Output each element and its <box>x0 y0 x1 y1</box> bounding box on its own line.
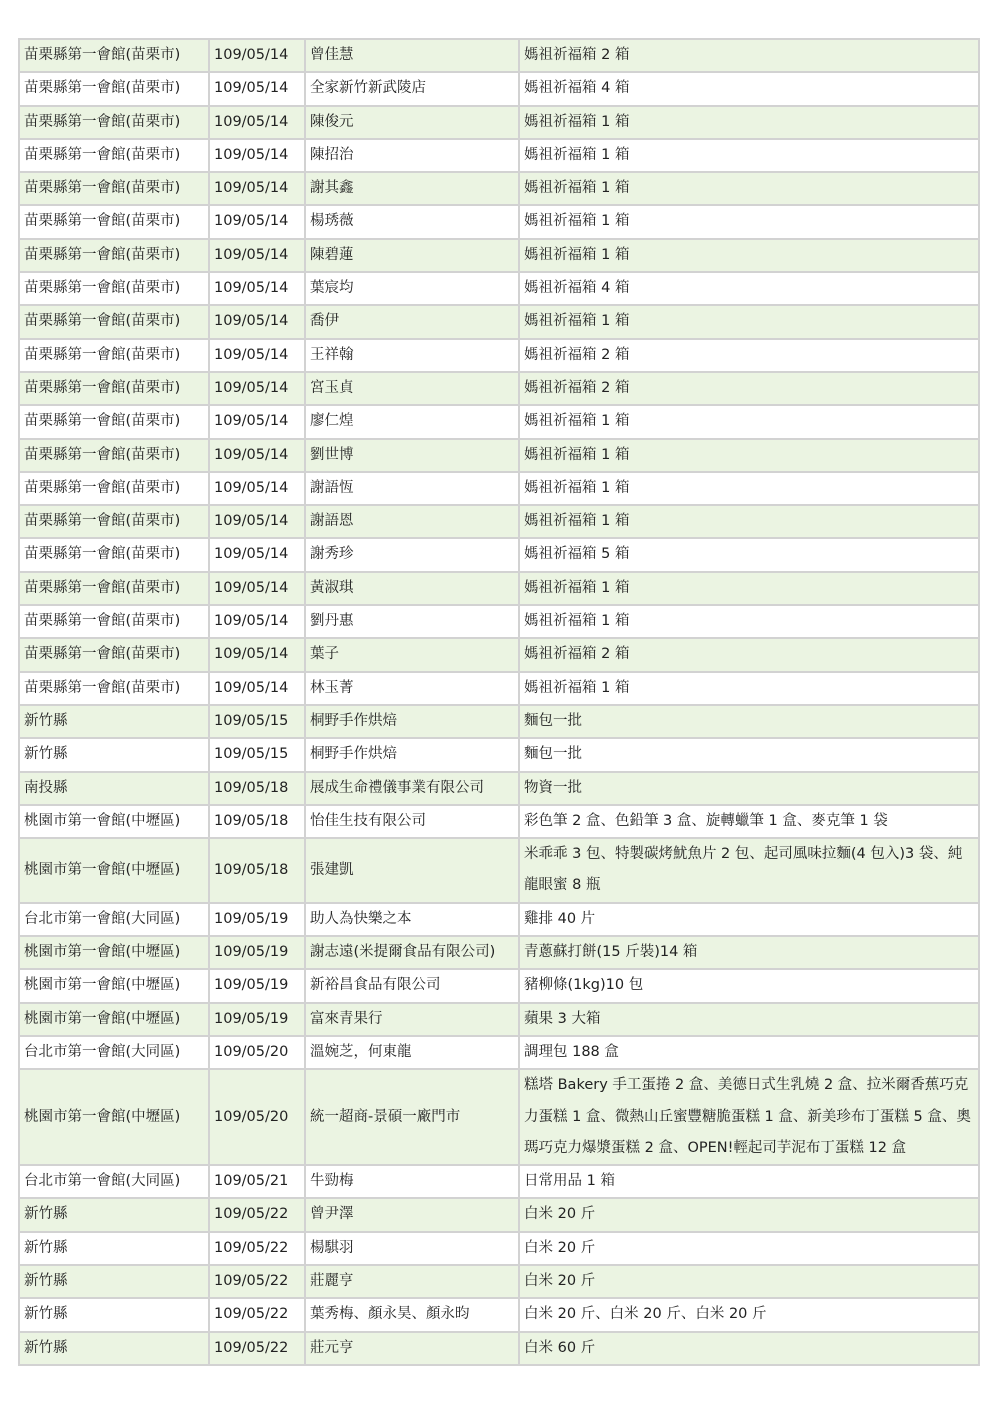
location-cell: 苗栗縣第一會館(苗栗市) <box>20 240 210 273</box>
items-cell: 日常用品 1 箱 <box>520 1166 980 1199</box>
table-body <box>20 40 980 1366</box>
location-cell: 新竹縣 <box>20 1299 210 1332</box>
date-cell: 109/05/14 <box>210 506 306 539</box>
items-cell: 媽祖祈福箱 4 箱 <box>520 73 980 106</box>
donor-cell: 謝其鑫 <box>306 173 520 206</box>
date-cell: 109/05/21 <box>210 1166 306 1199</box>
date-cell: 109/05/19 <box>210 937 306 970</box>
table-row <box>20 1004 980 1037</box>
location-cell: 新竹縣 <box>20 706 210 739</box>
location-cell: 桃園市第一會館(中壢區) <box>20 806 210 839</box>
items-cell: 豬柳條(1kg)10 包 <box>520 970 980 1003</box>
location-cell: 苗栗縣第一會館(苗栗市) <box>20 140 210 173</box>
table-row <box>20 706 980 739</box>
table-row <box>20 1299 980 1332</box>
table-row <box>20 673 980 706</box>
table-row <box>20 107 980 140</box>
donor-cell: 新裕昌食品有限公司 <box>306 970 520 1003</box>
donor-cell: 陳招治 <box>306 140 520 173</box>
date-cell: 109/05/22 <box>210 1333 306 1366</box>
date-cell: 109/05/14 <box>210 273 306 306</box>
donor-cell: 桐野手作烘焙 <box>306 739 520 772</box>
date-cell: 109/05/20 <box>210 1070 306 1166</box>
date-cell: 109/05/22 <box>210 1299 306 1332</box>
location-cell: 苗栗縣第一會館(苗栗市) <box>20 473 210 506</box>
location-cell: 苗栗縣第一會館(苗栗市) <box>20 73 210 106</box>
items-cell: 媽祖祈福箱 2 箱 <box>520 373 980 406</box>
items-cell: 媽祖祈福箱 2 箱 <box>520 639 980 672</box>
items-cell: 麵包一批 <box>520 706 980 739</box>
items-cell: 媽祖祈福箱 1 箱 <box>520 673 980 706</box>
donor-cell: 陳碧蓮 <box>306 240 520 273</box>
items-cell: 白米 60 斤 <box>520 1333 980 1366</box>
table-row <box>20 140 980 173</box>
table-row <box>20 1070 980 1166</box>
location-cell: 苗栗縣第一會館(苗栗市) <box>20 606 210 639</box>
location-cell: 苗栗縣第一會館(苗栗市) <box>20 273 210 306</box>
date-cell: 109/05/14 <box>210 73 306 106</box>
location-cell: 苗栗縣第一會館(苗栗市) <box>20 40 210 73</box>
table-row <box>20 373 980 406</box>
date-cell: 109/05/14 <box>210 107 306 140</box>
location-cell: 苗栗縣第一會館(苗栗市) <box>20 107 210 140</box>
date-cell: 109/05/14 <box>210 573 306 606</box>
donor-cell: 謝志遠(米提爾食品有限公司) <box>306 937 520 970</box>
location-cell: 苗栗縣第一會館(苗栗市) <box>20 673 210 706</box>
donor-cell: 曾佳慧 <box>306 40 520 73</box>
table-row <box>20 773 980 806</box>
date-cell: 109/05/14 <box>210 473 306 506</box>
table-row <box>20 1199 980 1232</box>
donor-cell: 王祥翰 <box>306 340 520 373</box>
location-cell: 苗栗縣第一會館(苗栗市) <box>20 440 210 473</box>
donor-cell: 黃淑琪 <box>306 573 520 606</box>
date-cell: 109/05/19 <box>210 970 306 1003</box>
location-cell: 苗栗縣第一會館(苗栗市) <box>20 340 210 373</box>
location-cell: 桃園市第一會館(中壢區) <box>20 1070 210 1166</box>
date-cell: 109/05/14 <box>210 406 306 439</box>
items-cell: 麵包一批 <box>520 739 980 772</box>
table-row <box>20 206 980 239</box>
date-cell: 109/05/14 <box>210 40 306 73</box>
items-cell: 媽祖祈福箱 1 箱 <box>520 440 980 473</box>
donor-cell: 廖仁煌 <box>306 406 520 439</box>
location-cell: 台北市第一會館(大同區) <box>20 904 210 937</box>
donor-cell: 林玉菁 <box>306 673 520 706</box>
date-cell: 109/05/14 <box>210 606 306 639</box>
table-row <box>20 739 980 772</box>
table-row <box>20 539 980 572</box>
date-cell: 109/05/19 <box>210 904 306 937</box>
table-row <box>20 1166 980 1199</box>
table-row <box>20 173 980 206</box>
table-row <box>20 1037 980 1070</box>
donor-cell: 葉秀梅、顏永昊、顏永昀 <box>306 1299 520 1332</box>
table-row <box>20 904 980 937</box>
date-cell: 109/05/18 <box>210 773 306 806</box>
donor-cell: 宮玉貞 <box>306 373 520 406</box>
donor-cell: 助人為快樂之本 <box>306 904 520 937</box>
donor-cell: 桐野手作烘焙 <box>306 706 520 739</box>
date-cell: 109/05/14 <box>210 306 306 339</box>
date-cell: 109/05/14 <box>210 140 306 173</box>
items-cell: 彩色筆 2 盒、色鉛筆 3 盒、旋轉蠟筆 1 盒、麥克筆 1 袋 <box>520 806 980 839</box>
table-row <box>20 473 980 506</box>
date-cell: 109/05/19 <box>210 1004 306 1037</box>
table-row <box>20 340 980 373</box>
date-cell: 109/05/14 <box>210 673 306 706</box>
table-row <box>20 306 980 339</box>
items-cell: 媽祖祈福箱 5 箱 <box>520 539 980 572</box>
date-cell: 109/05/18 <box>210 839 306 904</box>
donor-cell: 全家新竹新武陵店 <box>306 73 520 106</box>
location-cell: 桃園市第一會館(中壢區) <box>20 839 210 904</box>
location-cell: 新竹縣 <box>20 739 210 772</box>
date-cell: 109/05/14 <box>210 639 306 672</box>
donation-table <box>18 38 980 1366</box>
location-cell: 苗栗縣第一會館(苗栗市) <box>20 506 210 539</box>
items-cell: 米乖乖 3 包、特製碳烤魷魚片 2 包、起司風味拉麵(4 包入)3 袋、純龍眼蜜 8 瓶 <box>520 839 980 904</box>
items-cell: 媽祖祈福箱 4 箱 <box>520 273 980 306</box>
donor-cell: 謝語恩 <box>306 506 520 539</box>
table-row <box>20 406 980 439</box>
table-row <box>20 1266 980 1299</box>
donor-cell: 張建凱 <box>306 839 520 904</box>
donor-cell: 展成生命禮儀事業有限公司 <box>306 773 520 806</box>
table-row <box>20 806 980 839</box>
donor-cell: 楊琇薇 <box>306 206 520 239</box>
date-cell: 109/05/22 <box>210 1233 306 1266</box>
table-row <box>20 639 980 672</box>
donor-cell: 曾尹澤 <box>306 1199 520 1232</box>
table-row <box>20 970 980 1003</box>
date-cell: 109/05/14 <box>210 340 306 373</box>
location-cell: 苗栗縣第一會館(苗栗市) <box>20 173 210 206</box>
table-row <box>20 440 980 473</box>
items-cell: 物資一批 <box>520 773 980 806</box>
table-row <box>20 839 980 904</box>
donor-cell: 莊麗亨 <box>306 1266 520 1299</box>
items-cell: 調理包 188 盒 <box>520 1037 980 1070</box>
location-cell: 苗栗縣第一會館(苗栗市) <box>20 373 210 406</box>
table-row <box>20 1333 980 1366</box>
items-cell: 媽祖祈福箱 2 箱 <box>520 40 980 73</box>
location-cell: 苗栗縣第一會館(苗栗市) <box>20 639 210 672</box>
date-cell: 109/05/22 <box>210 1266 306 1299</box>
table-row <box>20 40 980 73</box>
location-cell: 新竹縣 <box>20 1199 210 1232</box>
donor-cell: 陳俊元 <box>306 107 520 140</box>
items-cell: 媽祖祈福箱 1 箱 <box>520 206 980 239</box>
location-cell: 南投縣 <box>20 773 210 806</box>
items-cell: 媽祖祈福箱 1 箱 <box>520 406 980 439</box>
date-cell: 109/05/14 <box>210 173 306 206</box>
donor-cell: 喬伊 <box>306 306 520 339</box>
items-cell: 媽祖祈福箱 1 箱 <box>520 240 980 273</box>
date-cell: 109/05/14 <box>210 373 306 406</box>
location-cell: 桃園市第一會館(中壢區) <box>20 970 210 1003</box>
donor-cell: 劉丹惠 <box>306 606 520 639</box>
location-cell: 新竹縣 <box>20 1233 210 1266</box>
date-cell: 109/05/15 <box>210 739 306 772</box>
items-cell: 雞排 40 片 <box>520 904 980 937</box>
table-row <box>20 240 980 273</box>
donor-cell: 富來青果行 <box>306 1004 520 1037</box>
donor-cell: 謝秀珍 <box>306 539 520 572</box>
location-cell: 新竹縣 <box>20 1333 210 1366</box>
table-row <box>20 273 980 306</box>
donor-cell: 謝語恆 <box>306 473 520 506</box>
location-cell: 苗栗縣第一會館(苗栗市) <box>20 406 210 439</box>
donor-cell: 莊元亨 <box>306 1333 520 1366</box>
items-cell: 媽祖祈福箱 1 箱 <box>520 107 980 140</box>
date-cell: 109/05/14 <box>210 539 306 572</box>
location-cell: 苗栗縣第一會館(苗栗市) <box>20 539 210 572</box>
donor-cell: 統一超商-景碩一廠門市 <box>306 1070 520 1166</box>
items-cell: 蘋果 3 大箱 <box>520 1004 980 1037</box>
items-cell: 白米 20 斤、白米 20 斤、白米 20 斤 <box>520 1299 980 1332</box>
date-cell: 109/05/14 <box>210 206 306 239</box>
donor-cell: 劉世博 <box>306 440 520 473</box>
location-cell: 台北市第一會館(大同區) <box>20 1166 210 1199</box>
table-row <box>20 937 980 970</box>
table-row <box>20 73 980 106</box>
items-cell: 白米 20 斤 <box>520 1266 980 1299</box>
table-row <box>20 506 980 539</box>
table-row <box>20 573 980 606</box>
date-cell: 109/05/14 <box>210 240 306 273</box>
items-cell: 糕塔 Bakery 手工蛋捲 2 盒、美德日式生乳燒 2 盒、拉米爾香蕉巧克力蛋糕 1 盒、微熱山丘蜜豐糖脆蛋糕 1 盒、新美珍布丁蛋糕 5 盒、奧瑪巧克力爆漿蛋糕 2 盒、OPEN!輕起司芋泥布丁蛋糕 12 盒 <box>520 1070 980 1166</box>
donor-cell: 葉宸均 <box>306 273 520 306</box>
donor-cell: 怡佳生技有限公司 <box>306 806 520 839</box>
items-cell: 白米 20 斤 <box>520 1199 980 1232</box>
items-cell: 媽祖祈福箱 1 箱 <box>520 473 980 506</box>
items-cell: 媽祖祈福箱 1 箱 <box>520 573 980 606</box>
location-cell: 苗栗縣第一會館(苗栗市) <box>20 573 210 606</box>
donor-cell: 溫婉芝，何東龍 <box>306 1037 520 1070</box>
items-cell: 媽祖祈福箱 1 箱 <box>520 140 980 173</box>
items-cell: 媽祖祈福箱 1 箱 <box>520 506 980 539</box>
items-cell: 媽祖祈福箱 1 箱 <box>520 173 980 206</box>
date-cell: 109/05/20 <box>210 1037 306 1070</box>
items-cell: 媽祖祈福箱 1 箱 <box>520 606 980 639</box>
items-cell: 媽祖祈福箱 1 箱 <box>520 306 980 339</box>
location-cell: 桃園市第一會館(中壢區) <box>20 1004 210 1037</box>
donor-cell: 葉子 <box>306 639 520 672</box>
items-cell: 白米 20 斤 <box>520 1233 980 1266</box>
table-row <box>20 606 980 639</box>
location-cell: 新竹縣 <box>20 1266 210 1299</box>
date-cell: 109/05/18 <box>210 806 306 839</box>
date-cell: 109/05/15 <box>210 706 306 739</box>
date-cell: 109/05/22 <box>210 1199 306 1232</box>
date-cell: 109/05/14 <box>210 440 306 473</box>
table-row <box>20 1233 980 1266</box>
location-cell: 苗栗縣第一會館(苗栗市) <box>20 206 210 239</box>
items-cell: 青蔥蘇打餅(15 斤裝)14 箱 <box>520 937 980 970</box>
donor-cell: 牛勁梅 <box>306 1166 520 1199</box>
location-cell: 台北市第一會館(大同區) <box>20 1037 210 1070</box>
location-cell: 苗栗縣第一會館(苗栗市) <box>20 306 210 339</box>
items-cell: 媽祖祈福箱 2 箱 <box>520 340 980 373</box>
location-cell: 桃園市第一會館(中壢區) <box>20 937 210 970</box>
donor-cell: 楊騏羽 <box>306 1233 520 1266</box>
